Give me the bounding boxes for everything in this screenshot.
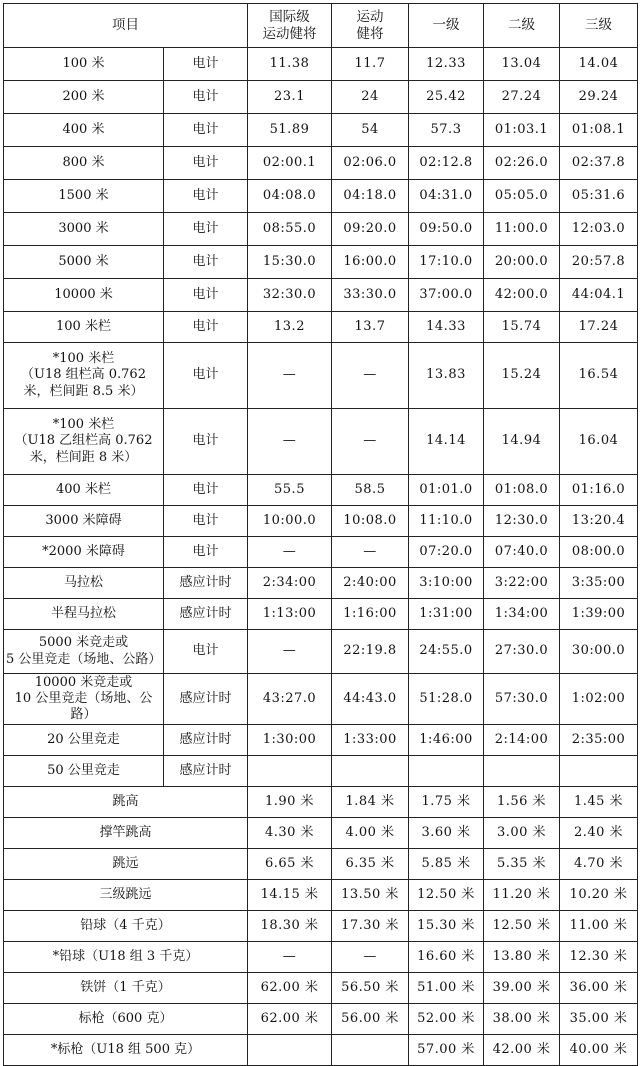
event-name: 铁饼（1 千克）: [4, 973, 248, 1004]
table-row: [4, 818, 638, 849]
table-row: [4, 279, 638, 312]
standard-value: 1:33:00: [332, 725, 409, 756]
standard-value: —: [332, 409, 409, 475]
event-name: 5000 米竞走或 5 公里竞走（场地、公路）: [4, 630, 164, 674]
standard-value: 56.00 米: [332, 1004, 409, 1035]
event-name: 3000 米障碍: [4, 506, 164, 537]
standard-value: 27.24: [484, 81, 560, 114]
standard-value: 05:05.0: [484, 180, 560, 213]
standard-value: 22:19.8: [332, 630, 409, 674]
standard-value: 01:01.0: [409, 475, 484, 506]
standard-value: 2.40 米: [560, 818, 638, 849]
standard-value: 16.04: [560, 409, 638, 475]
standard-value: 27:30.0: [484, 630, 560, 674]
table-row: [4, 942, 638, 973]
header-grade: 国际级 运动健将: [248, 4, 332, 48]
standard-value: 57:30.0: [484, 674, 560, 725]
standard-value: 1:02:00: [560, 674, 638, 725]
standard-value: 11.38: [248, 48, 332, 81]
event-name: *100 米栏 （U18 乙组栏高 0.762 米，栏间距 8 米）: [4, 409, 164, 475]
standard-value: 17.30 米: [332, 911, 409, 942]
table-row: [4, 911, 638, 942]
athletics-standards-table: [3, 3, 638, 1066]
standard-value: 10:08.0: [332, 506, 409, 537]
standard-value: 20:00.0: [484, 246, 560, 279]
table-row: [4, 81, 638, 114]
header-grade: 运动 健将: [332, 4, 409, 48]
timing-method: 电计: [164, 147, 248, 180]
standard-value: 17:10.0: [409, 246, 484, 279]
standard-value: 54: [332, 114, 409, 147]
standard-value: —: [332, 942, 409, 973]
table-row: [4, 849, 638, 880]
standard-value: 12.50 米: [409, 880, 484, 911]
event-name: 三级跳远: [4, 880, 248, 911]
table-row: [4, 180, 638, 213]
timing-method: 感应计时: [164, 756, 248, 787]
event-name: 半程马拉松: [4, 599, 164, 630]
standard-value: 15:30.0: [248, 246, 332, 279]
event-name: 200 米: [4, 81, 164, 114]
table-row: [4, 246, 638, 279]
standard-value: 16.60 米: [409, 942, 484, 973]
standard-value: 51.89: [248, 114, 332, 147]
event-name: 马拉松: [4, 568, 164, 599]
standard-value: 35.00 米: [560, 1004, 638, 1035]
standard-value: 39.00 米: [484, 973, 560, 1004]
standard-value: 42.00 米: [484, 1035, 560, 1066]
standard-value: 4.30 米: [248, 818, 332, 849]
table-row: [4, 756, 638, 787]
standard-value: 2:34:00: [248, 568, 332, 599]
standard-value: 5.35 米: [484, 849, 560, 880]
table-row: [4, 147, 638, 180]
standard-value: 1:34:00: [484, 599, 560, 630]
standard-value: 13.2: [248, 312, 332, 343]
standard-value: 6.65 米: [248, 849, 332, 880]
standard-value: 02:26.0: [484, 147, 560, 180]
standard-value: 16.54: [560, 343, 638, 409]
standard-value: 13:20.4: [560, 506, 638, 537]
timing-method: 感应计时: [164, 725, 248, 756]
event-name: 10000 米竞走或 10 公里竞走（场地、公路）: [4, 674, 164, 725]
timing-method: 电计: [164, 48, 248, 81]
standard-value: 3:35:00: [560, 568, 638, 599]
standard-value: 13.80 米: [484, 942, 560, 973]
standard-value: 57.3: [409, 114, 484, 147]
event-name: 100 米: [4, 48, 164, 81]
standard-value: 14.94: [484, 409, 560, 475]
timing-method: 电计: [164, 81, 248, 114]
event-name: 跳远: [4, 849, 248, 880]
event-name: 跳高: [4, 787, 248, 818]
standard-value: —: [332, 343, 409, 409]
standard-value: 01:08.0: [484, 475, 560, 506]
standard-value: 08:00.0: [560, 537, 638, 568]
standard-value: 20:57.8: [560, 246, 638, 279]
standard-value: 11:10.0: [409, 506, 484, 537]
standard-value: [560, 756, 638, 787]
standard-value: 07:40.0: [484, 537, 560, 568]
header-grade: 一级: [409, 4, 484, 48]
standard-value: 17.24: [560, 312, 638, 343]
event-name: 400 米: [4, 114, 164, 147]
standard-value: 55.5: [248, 475, 332, 506]
standard-value: 1:16:00: [332, 599, 409, 630]
table-row: [4, 409, 638, 475]
timing-method: 感应计时: [164, 599, 248, 630]
table-row: [4, 1035, 638, 1066]
timing-method: 感应计时: [164, 568, 248, 599]
standard-value: 24: [332, 81, 409, 114]
timing-method: 感应计时: [164, 674, 248, 725]
standard-value: 16:00.0: [332, 246, 409, 279]
standard-value: 3:22:00: [484, 568, 560, 599]
standard-value: 36.00 米: [560, 973, 638, 1004]
standard-value: 12.50 米: [484, 911, 560, 942]
standard-value: 02:00.1: [248, 147, 332, 180]
standard-value: 29.24: [560, 81, 638, 114]
header-grade: 二级: [484, 4, 560, 48]
standard-value: 1:31:00: [409, 599, 484, 630]
standard-value: 3:10:00: [409, 568, 484, 599]
timing-method: 电计: [164, 537, 248, 568]
standard-value: 57.00 米: [409, 1035, 484, 1066]
table-row: [4, 880, 638, 911]
standard-value: 23.1: [248, 81, 332, 114]
standard-value: [248, 1035, 332, 1066]
event-name: 50 公里竞走: [4, 756, 164, 787]
standard-value: 1.90 米: [248, 787, 332, 818]
standard-value: 10:00.0: [248, 506, 332, 537]
standard-value: 01:03.1: [484, 114, 560, 147]
standard-value: 4.00 米: [332, 818, 409, 849]
standard-value: 05:31.6: [560, 180, 638, 213]
standard-value: 43:27.0: [248, 674, 332, 725]
standard-value: 11:00.0: [484, 213, 560, 246]
event-name: *铅球（U18 组 3 千克）: [4, 942, 248, 973]
standard-value: 24:55.0: [409, 630, 484, 674]
standard-value: 25.42: [409, 81, 484, 114]
standard-value: [409, 756, 484, 787]
standard-value: 33:30.0: [332, 279, 409, 312]
header-item: 项目: [4, 4, 248, 48]
standard-value: 04:31.0: [409, 180, 484, 213]
table-row: [4, 568, 638, 599]
table-row: [4, 725, 638, 756]
table-row: [4, 506, 638, 537]
standard-value: —: [248, 343, 332, 409]
table-row: [4, 48, 638, 81]
standard-value: 44:04.1: [560, 279, 638, 312]
standard-value: 52.00 米: [409, 1004, 484, 1035]
standard-value: [248, 756, 332, 787]
standard-value: —: [248, 630, 332, 674]
standard-value: 1:39:00: [560, 599, 638, 630]
standard-value: 38.00 米: [484, 1004, 560, 1035]
standard-value: 15.30 米: [409, 911, 484, 942]
standard-value: 1:30:00: [248, 725, 332, 756]
timing-method: 电计: [164, 114, 248, 147]
standard-value: 01:08.1: [560, 114, 638, 147]
standard-value: 15.74: [484, 312, 560, 343]
timing-method: 电计: [164, 409, 248, 475]
standard-value: 11.20 米: [484, 880, 560, 911]
standard-value: 62.00 米: [248, 1004, 332, 1035]
event-name: 撑竿跳高: [4, 818, 248, 849]
standard-value: 13.7: [332, 312, 409, 343]
standard-value: 14.04: [560, 48, 638, 81]
table-row: [4, 674, 638, 725]
standard-value: 62.00 米: [248, 973, 332, 1004]
timing-method: 电计: [164, 475, 248, 506]
standard-value: 1.56 米: [484, 787, 560, 818]
standard-value: 2:40:00: [332, 568, 409, 599]
table-row: [4, 787, 638, 818]
standard-value: 11.00 米: [560, 911, 638, 942]
standard-value: 1:13:00: [248, 599, 332, 630]
table-row: [4, 537, 638, 568]
standard-value: 4.70 米: [560, 849, 638, 880]
event-name: 100 米栏: [4, 312, 164, 343]
standard-value: 04:18.0: [332, 180, 409, 213]
standard-value: 30:00.0: [560, 630, 638, 674]
standard-value: 3.00 米: [484, 818, 560, 849]
standard-value: 02:37.8: [560, 147, 638, 180]
standard-value: 10.20 米: [560, 880, 638, 911]
timing-method: 电计: [164, 246, 248, 279]
standard-value: 14.14: [409, 409, 484, 475]
event-name: 800 米: [4, 147, 164, 180]
timing-method: 电计: [164, 180, 248, 213]
standard-value: 12:03.0: [560, 213, 638, 246]
table-row: [4, 630, 638, 674]
standard-value: 11.7: [332, 48, 409, 81]
event-name: 3000 米: [4, 213, 164, 246]
standard-value: 02:12.8: [409, 147, 484, 180]
timing-method: 电计: [164, 630, 248, 674]
standard-value: 44:43.0: [332, 674, 409, 725]
table-row: [4, 213, 638, 246]
standard-value: —: [248, 942, 332, 973]
standard-value: 13.50 米: [332, 880, 409, 911]
header-grade: 三级: [560, 4, 638, 48]
standard-value: 1:46:00: [409, 725, 484, 756]
event-name: 400 米栏: [4, 475, 164, 506]
standard-value: 3.60 米: [409, 818, 484, 849]
standard-value: 5.85 米: [409, 849, 484, 880]
standard-value: 1.84 米: [332, 787, 409, 818]
standard-value: 37:00.0: [409, 279, 484, 312]
standard-value: —: [248, 409, 332, 475]
table-row: [4, 343, 638, 409]
standard-value: 09:20.0: [332, 213, 409, 246]
table-row: [4, 973, 638, 1004]
standard-value: 14.33: [409, 312, 484, 343]
standard-value: 02:06.0: [332, 147, 409, 180]
event-name: 5000 米: [4, 246, 164, 279]
standard-value: —: [332, 537, 409, 568]
standard-value: 6.35 米: [332, 849, 409, 880]
table-row: [4, 475, 638, 506]
standard-value: [484, 756, 560, 787]
standard-value: 56.50 米: [332, 973, 409, 1004]
event-name: *100 米栏 （U18 组栏高 0.762 米，栏间距 8.5 米）: [4, 343, 164, 409]
standard-value: 07:20.0: [409, 537, 484, 568]
header-row: [4, 4, 638, 48]
standard-value: 12:30.0: [484, 506, 560, 537]
standard-value: [332, 1035, 409, 1066]
event-name: *2000 米障碍: [4, 537, 164, 568]
standard-value: 2:35:00: [560, 725, 638, 756]
table-row: [4, 599, 638, 630]
table-row: [4, 1004, 638, 1035]
standard-value: 01:16.0: [560, 475, 638, 506]
event-name: 10000 米: [4, 279, 164, 312]
timing-method: 电计: [164, 343, 248, 409]
standard-value: 1.75 米: [409, 787, 484, 818]
standard-value: 12.30 米: [560, 942, 638, 973]
standard-value: 15.24: [484, 343, 560, 409]
standard-value: 18.30 米: [248, 911, 332, 942]
standard-value: 08:55.0: [248, 213, 332, 246]
timing-method: 电计: [164, 279, 248, 312]
standard-value: 40.00 米: [560, 1035, 638, 1066]
standard-value: 04:08.0: [248, 180, 332, 213]
standard-value: 51:28.0: [409, 674, 484, 725]
event-name: *标枪（U18 组 500 克）: [4, 1035, 248, 1066]
event-name: 1500 米: [4, 180, 164, 213]
event-name: 铅球（4 千克）: [4, 911, 248, 942]
standard-value: 14.15 米: [248, 880, 332, 911]
table-body: [4, 4, 638, 1066]
standard-value: 42:00.0: [484, 279, 560, 312]
timing-method: 电计: [164, 506, 248, 537]
standard-value: [332, 756, 409, 787]
timing-method: 电计: [164, 312, 248, 343]
standard-value: 51.00 米: [409, 973, 484, 1004]
event-name: 标枪（600 克）: [4, 1004, 248, 1035]
standard-value: 2:14:00: [484, 725, 560, 756]
event-name: 20 公里竞走: [4, 725, 164, 756]
standard-value: 13.04: [484, 48, 560, 81]
table-row: [4, 312, 638, 343]
timing-method: 电计: [164, 213, 248, 246]
standard-value: 13.83: [409, 343, 484, 409]
table-row: [4, 114, 638, 147]
standard-value: —: [248, 537, 332, 568]
standard-value: 32:30.0: [248, 279, 332, 312]
standards-page: [3, 3, 637, 1057]
standard-value: 12.33: [409, 48, 484, 81]
standard-value: 1.45 米: [560, 787, 638, 818]
standard-value: 09:50.0: [409, 213, 484, 246]
standard-value: 58.5: [332, 475, 409, 506]
